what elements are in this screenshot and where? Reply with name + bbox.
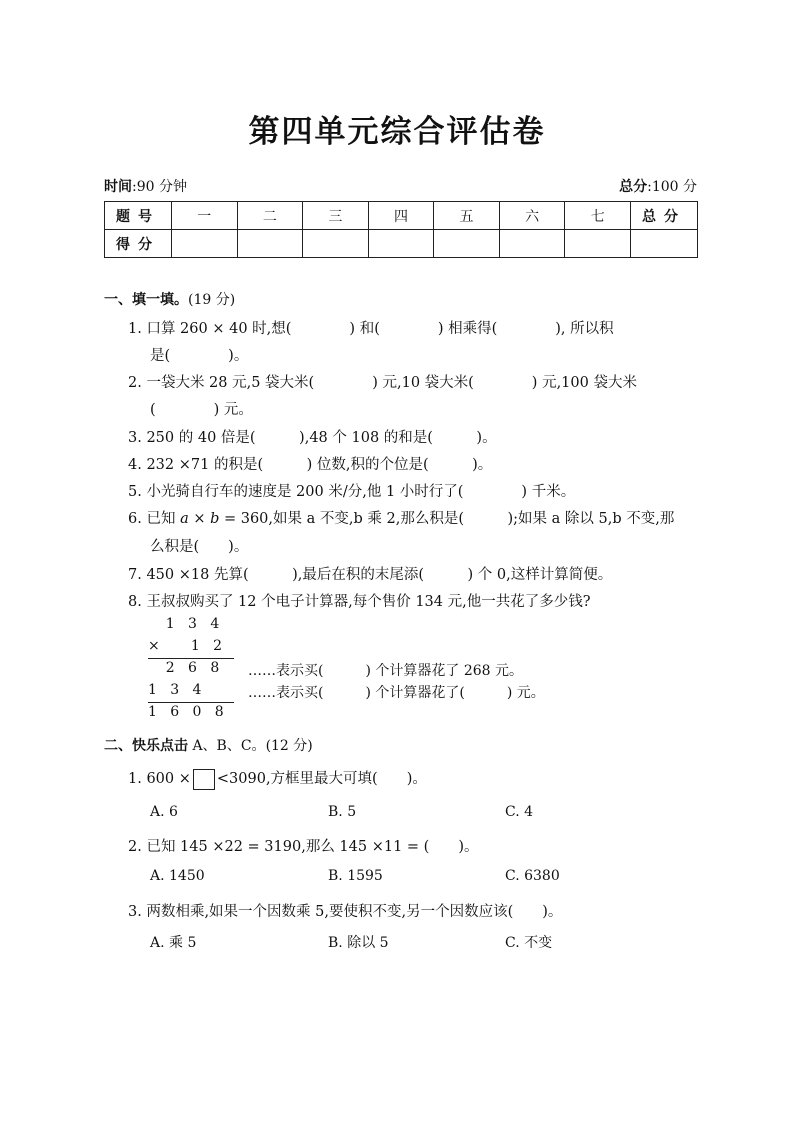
question-1-line-1: 1. 口算 260 × 40 时,想( ) 和( ) 相乘得( ), 所以积 bbox=[128, 321, 614, 337]
col-1: 一 bbox=[172, 202, 238, 230]
mc-question-1: 1. 600 × <3090,方框里最大可填( )。 bbox=[128, 767, 698, 790]
question-5: 5. 小光骑自行车的速度是 200 米/分,他 1 小时行了( ) 千米。 bbox=[128, 484, 576, 500]
mc2-option-c[interactable]: C. 6380 bbox=[505, 868, 560, 884]
calc-note-1: ……表示买( ) 个计算器花了 268 元。 bbox=[248, 663, 523, 679]
score-cell[interactable] bbox=[499, 230, 565, 258]
row-header-score: 得分 bbox=[105, 230, 172, 258]
score-cell[interactable] bbox=[172, 230, 238, 258]
section-2-heading: 二、快乐点击 A、B、C。(12 分) bbox=[104, 738, 313, 754]
mc3-option-c[interactable]: C. 不变 bbox=[505, 935, 553, 951]
question-7: 7. 450 ×18 先算( ),最后在积的末尾添( ) 个 0,这样计算简便。 bbox=[128, 567, 613, 583]
mc1-option-b[interactable]: B. 5 bbox=[328, 804, 357, 820]
calc-row-partial-2: 1 3 4 bbox=[148, 682, 202, 698]
time-info: 时间:90 分钟 bbox=[104, 179, 187, 195]
calc-row-multiplier: × 1 2 bbox=[148, 638, 223, 654]
score-table bbox=[104, 201, 698, 258]
question-8: 8. 王叔叔购买了 12 个电子计算器,每个售价 134 元,他一共花了多少钱? bbox=[128, 594, 591, 610]
col-6: 六 bbox=[499, 202, 565, 230]
question-2-line-1: 2. 一袋大米 28 元,5 袋大米( ) 元,10 袋大米( ) 元,100 袋大米 bbox=[128, 375, 637, 391]
answer-box[interactable] bbox=[193, 769, 215, 790]
mc2-option-a[interactable]: A. 1450 bbox=[150, 868, 205, 884]
question-6-line-1: 6. 已知 a × b = 360,如果 a 不变,b 乘 2,那么积是( );如果 a 除以 5,b 不变,那 bbox=[128, 511, 675, 527]
score-cell[interactable] bbox=[303, 230, 369, 258]
calc-row-result: 1 6 0 8 bbox=[148, 704, 224, 720]
question-4: 4. 232 ×71 的积是( ) 位数,积的个位是( )。 bbox=[128, 457, 493, 473]
mc3-option-a[interactable]: A. 乘 5 bbox=[150, 935, 197, 951]
calc-row-partial-1: 2 6 8 bbox=[148, 660, 220, 676]
mc-question-2: 2. 已知 145 ×22 = 3190,那么 145 ×11 = ( )。 bbox=[128, 839, 479, 855]
col-5: 五 bbox=[434, 202, 500, 230]
score-table-score-row bbox=[105, 230, 698, 258]
col-4: 四 bbox=[368, 202, 434, 230]
question-3: 3. 250 的 40 倍是( ),48 个 108 的和是( )。 bbox=[128, 430, 497, 446]
section-1-heading: 一、填一填。(19 分) bbox=[104, 292, 236, 308]
score-table-header-row bbox=[105, 202, 698, 230]
mc1-option-a[interactable]: A. 6 bbox=[150, 804, 178, 820]
mc3-option-b[interactable]: B. 除以 5 bbox=[328, 935, 389, 951]
score-cell[interactable] bbox=[631, 230, 698, 258]
mc-question-3: 3. 两数相乘,如果一个因数乘 5,要使积不变,另一个因数应该( )。 bbox=[128, 904, 563, 920]
question-6-line-2: 么积是( )。 bbox=[150, 539, 249, 555]
calc-divider bbox=[148, 658, 234, 659]
page-title: 第四单元综合评估卷 bbox=[248, 114, 546, 150]
question-1-line-2: 是( )。 bbox=[150, 348, 249, 364]
total-score-info: 总分:100 分 bbox=[619, 179, 697, 195]
col-2: 二 bbox=[237, 202, 303, 230]
mc2-option-b[interactable]: B. 1595 bbox=[328, 868, 383, 884]
calc-row-multiplicand: 1 3 4 bbox=[148, 616, 220, 632]
score-cell[interactable] bbox=[565, 230, 631, 258]
col-7: 七 bbox=[565, 202, 631, 230]
row-header-question: 题号 bbox=[105, 202, 172, 230]
col-total: 总分 bbox=[631, 202, 698, 230]
question-2-line-2: ( ) 元。 bbox=[150, 402, 253, 418]
mc1-option-c[interactable]: C. 4 bbox=[505, 804, 534, 820]
calc-divider bbox=[148, 702, 234, 703]
col-3: 三 bbox=[303, 202, 369, 230]
calc-note-2: ……表示买( ) 个计算器花了( ) 元。 bbox=[248, 685, 545, 701]
score-cell[interactable] bbox=[434, 230, 500, 258]
score-cell[interactable] bbox=[237, 230, 303, 258]
score-cell[interactable] bbox=[368, 230, 434, 258]
